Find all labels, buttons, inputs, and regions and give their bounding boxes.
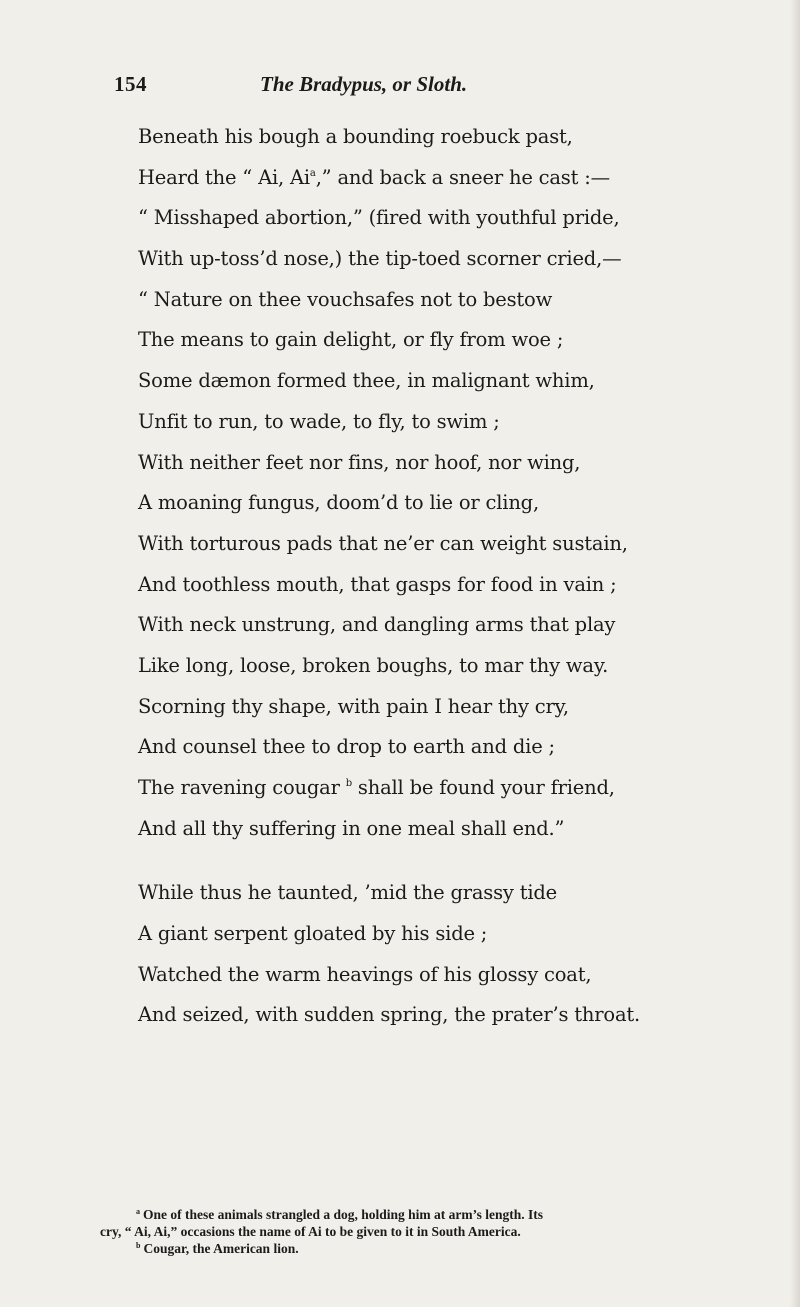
stanza-break bbox=[138, 857, 778, 881]
poem-line: Heard the “ Ai, Ai$^a$,” and back a sneer he cast :— bbox=[138, 165, 610, 189]
footnotes bbox=[100, 1206, 740, 1257]
poem-line: With torturous pads that ne’er can weight sustain, bbox=[138, 531, 628, 555]
running-title: The Bradypus, or Sloth. bbox=[260, 72, 468, 96]
poem-line: With neither feet nor fins, nor hoof, nor wing, bbox=[138, 450, 581, 474]
poem-line: With up-toss’d nose,) the tip-toed scorner cried,— bbox=[138, 247, 622, 271]
footnote-b: $^b$ Cougar, the American lion. bbox=[136, 1241, 299, 1256]
poem-line: While thus he taunted, ’mid the grassy tide bbox=[138, 881, 558, 905]
poem-line: And all thy suffering in one meal shall end.” bbox=[138, 816, 565, 840]
poem bbox=[138, 125, 778, 1044]
poem-line: Beneath his bough a bounding roebuck past, bbox=[138, 125, 573, 148]
poem-line: Scorning thy shape, with pain I hear thy cry, bbox=[138, 694, 569, 718]
poem-line: With neck unstrung, and dangling arms that play bbox=[138, 613, 616, 637]
footnote-a: $^a$ One of these animals strangled a dog, holding him at arm’s length. Its bbox=[136, 1207, 544, 1222]
poem-line: And toothless mouth, that gasps for food in vain ; bbox=[138, 572, 617, 596]
footnote-a-continued: cry, “ Ai, Ai,” occasions the name of Ai to be given to it in South America. bbox=[100, 1224, 521, 1239]
poem-line: Some dæmon formed thee, in malignant whim, bbox=[138, 369, 595, 393]
running-head bbox=[100, 72, 740, 102]
poem-line: The means to gain delight, or fly from woe ; bbox=[138, 328, 564, 352]
footnote-ref-a: a bbox=[309, 167, 316, 179]
poem-line: A moaning fungus, doom’d to lie or cling, bbox=[138, 491, 539, 515]
page-number: 154 bbox=[114, 72, 147, 96]
poem-line: “ Misshaped abortion,” (fired with youthful pride, bbox=[138, 206, 620, 230]
poem-line: Unfit to run, to wade, to fly, to swim ; bbox=[138, 409, 500, 433]
poem-line: And counsel thee to drop to earth and die ; bbox=[138, 735, 555, 759]
poem-line: And seized, with sudden spring, the prater’s throat. bbox=[138, 1003, 641, 1027]
poem-line: A giant serpent gloated by his side ; bbox=[138, 922, 488, 946]
poem-line: The ravening cougar $^b$ shall be found your friend, bbox=[138, 776, 615, 799]
poem-line: “ Nature on thee vouchsafes not to bestow bbox=[138, 287, 553, 311]
footnote-ref-b: b bbox=[345, 778, 352, 789]
poem-line: Watched the warm heavings of his glossy coat, bbox=[138, 962, 592, 986]
poem-line: Like long, loose, broken boughs, to mar thy way. bbox=[138, 653, 609, 677]
page-edge-shadow bbox=[790, 0, 800, 1307]
